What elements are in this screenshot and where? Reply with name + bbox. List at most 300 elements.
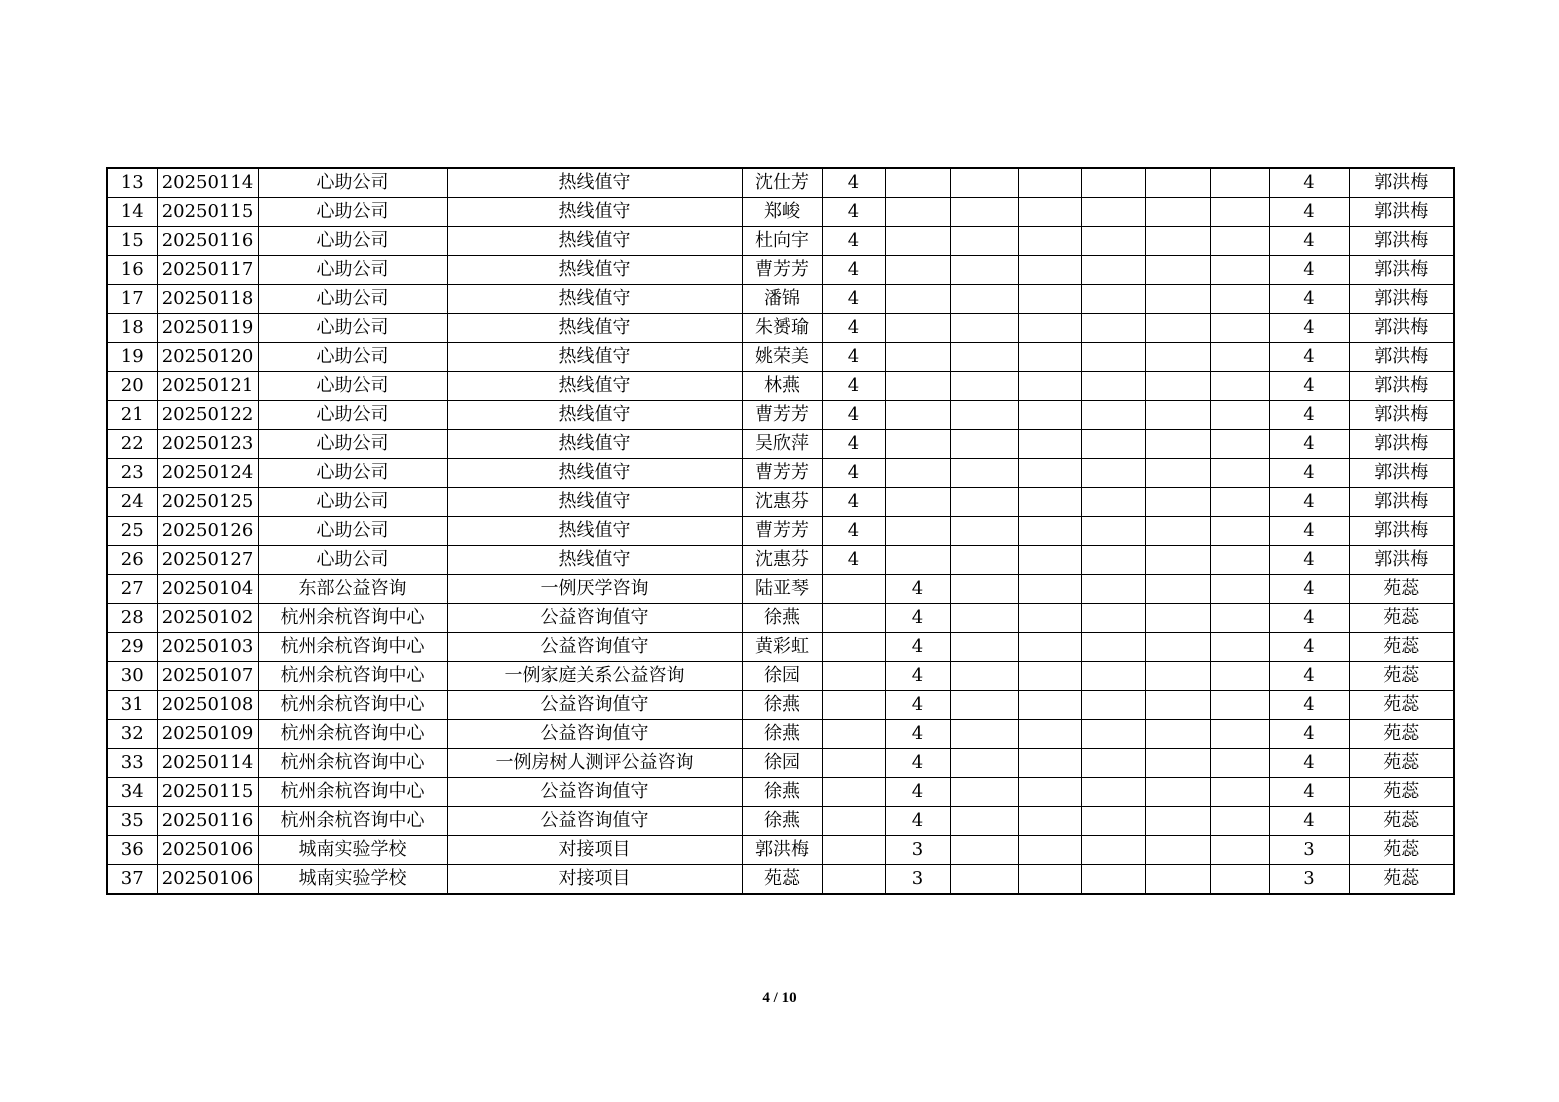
cell-hours-a [822, 836, 885, 865]
cell-person: 徐燕 [742, 807, 822, 836]
cell-col-10 [1081, 778, 1145, 807]
cell-organization: 杭州余杭咨询中心 [258, 604, 447, 633]
cell-activity: 热线值守 [447, 401, 742, 430]
cell-col-8 [950, 227, 1018, 256]
cell-activity: 热线值守 [447, 285, 742, 314]
cell-date: 20250114 [157, 168, 258, 198]
cell-hours-b [885, 343, 950, 372]
cell-col-9 [1018, 401, 1081, 430]
cell-activity: 热线值守 [447, 517, 742, 546]
cell-total-hours: 4 [1269, 778, 1349, 807]
cell-col-12 [1210, 575, 1269, 604]
cell-col-8 [950, 836, 1018, 865]
cell-organization: 杭州余杭咨询中心 [258, 633, 447, 662]
records-table [106, 167, 1455, 895]
cell-index: 23 [107, 459, 157, 488]
cell-person: 姚荣美 [742, 343, 822, 372]
cell-organization: 城南实验学校 [258, 865, 447, 895]
cell-col-8 [950, 807, 1018, 836]
cell-person: 徐园 [742, 749, 822, 778]
cell-col-12 [1210, 604, 1269, 633]
cell-col-12 [1210, 285, 1269, 314]
cell-col-9 [1018, 430, 1081, 459]
cell-col-12 [1210, 633, 1269, 662]
cell-reviewer: 郭洪梅 [1349, 256, 1454, 285]
cell-person: 曹芳芳 [742, 517, 822, 546]
table-row [107, 314, 1454, 343]
cell-organization: 心助公司 [258, 168, 447, 198]
cell-total-hours: 3 [1269, 865, 1349, 895]
cell-organization: 心助公司 [258, 256, 447, 285]
cell-col-9 [1018, 198, 1081, 227]
cell-col-10 [1081, 575, 1145, 604]
cell-col-8 [950, 285, 1018, 314]
cell-col-9 [1018, 546, 1081, 575]
cell-total-hours: 4 [1269, 285, 1349, 314]
cell-total-hours: 4 [1269, 662, 1349, 691]
cell-hours-b [885, 372, 950, 401]
cell-person: 徐燕 [742, 720, 822, 749]
cell-organization: 杭州余杭咨询中心 [258, 662, 447, 691]
table-row [107, 865, 1454, 895]
cell-hours-b [885, 168, 950, 198]
cell-index: 18 [107, 314, 157, 343]
cell-activity: 热线值守 [447, 227, 742, 256]
cell-col-12 [1210, 343, 1269, 372]
cell-activity: 一例家庭关系公益咨询 [447, 662, 742, 691]
cell-col-10 [1081, 372, 1145, 401]
cell-reviewer: 苑蕊 [1349, 836, 1454, 865]
table-row [107, 778, 1454, 807]
cell-hours-a [822, 691, 885, 720]
cell-activity: 公益咨询值守 [447, 633, 742, 662]
cell-col-9 [1018, 836, 1081, 865]
cell-reviewer: 郭洪梅 [1349, 198, 1454, 227]
cell-date: 20250106 [157, 836, 258, 865]
cell-reviewer: 郭洪梅 [1349, 517, 1454, 546]
cell-organization: 心助公司 [258, 401, 447, 430]
cell-activity: 热线值守 [447, 430, 742, 459]
cell-col-9 [1018, 778, 1081, 807]
cell-activity: 一例厌学咨询 [447, 575, 742, 604]
cell-index: 34 [107, 778, 157, 807]
cell-col-12 [1210, 227, 1269, 256]
cell-col-9 [1018, 488, 1081, 517]
cell-col-11 [1145, 807, 1210, 836]
cell-col-12 [1210, 256, 1269, 285]
cell-person: 沈惠芬 [742, 488, 822, 517]
cell-col-9 [1018, 662, 1081, 691]
cell-col-11 [1145, 372, 1210, 401]
cell-person: 郑峻 [742, 198, 822, 227]
cell-col-11 [1145, 343, 1210, 372]
cell-index: 20 [107, 372, 157, 401]
cell-organization: 杭州余杭咨询中心 [258, 691, 447, 720]
cell-activity: 热线值守 [447, 459, 742, 488]
cell-hours-b [885, 459, 950, 488]
cell-total-hours: 4 [1269, 401, 1349, 430]
cell-col-11 [1145, 778, 1210, 807]
cell-hours-a: 4 [822, 401, 885, 430]
cell-hours-b: 4 [885, 720, 950, 749]
cell-hours-b: 4 [885, 604, 950, 633]
cell-date: 20250106 [157, 865, 258, 895]
cell-col-11 [1145, 285, 1210, 314]
cell-date: 20250103 [157, 633, 258, 662]
cell-col-10 [1081, 517, 1145, 546]
cell-hours-a [822, 633, 885, 662]
cell-col-11 [1145, 546, 1210, 575]
cell-col-9 [1018, 459, 1081, 488]
cell-col-12 [1210, 401, 1269, 430]
cell-col-12 [1210, 865, 1269, 895]
cell-index: 27 [107, 575, 157, 604]
cell-col-11 [1145, 459, 1210, 488]
cell-date: 20250116 [157, 807, 258, 836]
cell-col-10 [1081, 546, 1145, 575]
cell-hours-a: 4 [822, 285, 885, 314]
table-row [107, 256, 1454, 285]
cell-col-8 [950, 546, 1018, 575]
cell-activity: 热线值守 [447, 372, 742, 401]
table-row [107, 227, 1454, 256]
cell-total-hours: 4 [1269, 807, 1349, 836]
cell-hours-a: 4 [822, 168, 885, 198]
cell-index: 33 [107, 749, 157, 778]
cell-col-11 [1145, 575, 1210, 604]
cell-hours-a: 4 [822, 546, 885, 575]
cell-hours-b [885, 546, 950, 575]
cell-date: 20250125 [157, 488, 258, 517]
cell-reviewer: 苑蕊 [1349, 691, 1454, 720]
cell-activity: 热线值守 [447, 314, 742, 343]
cell-hours-b [885, 314, 950, 343]
cell-col-8 [950, 604, 1018, 633]
cell-hours-b [885, 430, 950, 459]
cell-hours-b [885, 256, 950, 285]
cell-col-10 [1081, 604, 1145, 633]
cell-hours-a: 4 [822, 430, 885, 459]
cell-col-9 [1018, 517, 1081, 546]
cell-reviewer: 郭洪梅 [1349, 430, 1454, 459]
cell-col-8 [950, 633, 1018, 662]
cell-col-9 [1018, 720, 1081, 749]
cell-date: 20250118 [157, 285, 258, 314]
cell-col-8 [950, 256, 1018, 285]
cell-total-hours: 4 [1269, 488, 1349, 517]
cell-col-10 [1081, 459, 1145, 488]
cell-col-11 [1145, 401, 1210, 430]
cell-person: 潘锦 [742, 285, 822, 314]
cell-col-8 [950, 691, 1018, 720]
cell-total-hours: 4 [1269, 168, 1349, 198]
cell-reviewer: 郭洪梅 [1349, 488, 1454, 517]
cell-col-8 [950, 517, 1018, 546]
cell-activity: 热线值守 [447, 488, 742, 517]
cell-hours-a: 4 [822, 314, 885, 343]
cell-col-8 [950, 372, 1018, 401]
cell-date: 20250119 [157, 314, 258, 343]
cell-col-9 [1018, 691, 1081, 720]
cell-reviewer: 郭洪梅 [1349, 314, 1454, 343]
cell-reviewer: 郭洪梅 [1349, 285, 1454, 314]
cell-person: 曹芳芳 [742, 459, 822, 488]
cell-col-11 [1145, 604, 1210, 633]
cell-col-8 [950, 314, 1018, 343]
cell-col-11 [1145, 198, 1210, 227]
cell-date: 20250107 [157, 662, 258, 691]
cell-date: 20250114 [157, 749, 258, 778]
cell-total-hours: 4 [1269, 314, 1349, 343]
cell-col-8 [950, 749, 1018, 778]
cell-person: 吴欣萍 [742, 430, 822, 459]
cell-person: 陆亚琴 [742, 575, 822, 604]
table-row [107, 285, 1454, 314]
cell-hours-a [822, 662, 885, 691]
cell-col-12 [1210, 807, 1269, 836]
cell-col-9 [1018, 372, 1081, 401]
cell-date: 20250127 [157, 546, 258, 575]
cell-person: 沈仕芳 [742, 168, 822, 198]
cell-col-10 [1081, 488, 1145, 517]
cell-date: 20250108 [157, 691, 258, 720]
cell-index: 16 [107, 256, 157, 285]
cell-col-8 [950, 662, 1018, 691]
cell-organization: 心助公司 [258, 488, 447, 517]
cell-col-12 [1210, 546, 1269, 575]
cell-hours-a: 4 [822, 343, 885, 372]
cell-col-9 [1018, 575, 1081, 604]
cell-reviewer: 郭洪梅 [1349, 227, 1454, 256]
cell-col-10 [1081, 720, 1145, 749]
cell-reviewer: 郭洪梅 [1349, 372, 1454, 401]
table-row [107, 488, 1454, 517]
table-row [107, 430, 1454, 459]
cell-reviewer: 苑蕊 [1349, 720, 1454, 749]
cell-col-9 [1018, 633, 1081, 662]
cell-organization: 杭州余杭咨询中心 [258, 807, 447, 836]
cell-person: 曹芳芳 [742, 401, 822, 430]
cell-date: 20250102 [157, 604, 258, 633]
cell-col-10 [1081, 749, 1145, 778]
cell-organization: 心助公司 [258, 372, 447, 401]
cell-index: 31 [107, 691, 157, 720]
cell-hours-b: 4 [885, 749, 950, 778]
cell-col-11 [1145, 749, 1210, 778]
cell-reviewer: 苑蕊 [1349, 807, 1454, 836]
cell-organization: 杭州余杭咨询中心 [258, 720, 447, 749]
cell-col-12 [1210, 168, 1269, 198]
cell-total-hours: 4 [1269, 546, 1349, 575]
cell-hours-b: 4 [885, 633, 950, 662]
table-row [107, 546, 1454, 575]
cell-index: 19 [107, 343, 157, 372]
cell-activity: 热线值守 [447, 168, 742, 198]
cell-index: 25 [107, 517, 157, 546]
cell-col-12 [1210, 459, 1269, 488]
cell-col-8 [950, 430, 1018, 459]
cell-activity: 公益咨询值守 [447, 778, 742, 807]
cell-col-10 [1081, 662, 1145, 691]
cell-hours-b: 4 [885, 691, 950, 720]
cell-date: 20250104 [157, 575, 258, 604]
cell-hours-a [822, 865, 885, 895]
cell-hours-a: 4 [822, 256, 885, 285]
cell-date: 20250117 [157, 256, 258, 285]
cell-col-10 [1081, 285, 1145, 314]
cell-hours-a [822, 749, 885, 778]
cell-reviewer: 苑蕊 [1349, 749, 1454, 778]
cell-col-11 [1145, 691, 1210, 720]
cell-col-8 [950, 343, 1018, 372]
cell-index: 24 [107, 488, 157, 517]
cell-reviewer: 郭洪梅 [1349, 546, 1454, 575]
cell-date: 20250123 [157, 430, 258, 459]
cell-hours-b [885, 517, 950, 546]
cell-organization: 心助公司 [258, 227, 447, 256]
cell-hours-a: 4 [822, 517, 885, 546]
cell-col-10 [1081, 865, 1145, 895]
cell-index: 35 [107, 807, 157, 836]
cell-hours-b: 4 [885, 662, 950, 691]
cell-col-10 [1081, 401, 1145, 430]
cell-organization: 心助公司 [258, 430, 447, 459]
cell-reviewer: 苑蕊 [1349, 865, 1454, 895]
cell-hours-b: 4 [885, 778, 950, 807]
cell-col-10 [1081, 256, 1145, 285]
cell-date: 20250120 [157, 343, 258, 372]
cell-index: 30 [107, 662, 157, 691]
cell-col-8 [950, 575, 1018, 604]
cell-total-hours: 4 [1269, 343, 1349, 372]
cell-col-10 [1081, 807, 1145, 836]
cell-person: 林燕 [742, 372, 822, 401]
cell-hours-a: 4 [822, 372, 885, 401]
cell-person: 郭洪梅 [742, 836, 822, 865]
cell-col-9 [1018, 285, 1081, 314]
cell-reviewer: 苑蕊 [1349, 778, 1454, 807]
cell-reviewer: 郭洪梅 [1349, 401, 1454, 430]
cell-hours-b: 4 [885, 575, 950, 604]
cell-hours-b: 3 [885, 865, 950, 895]
cell-col-11 [1145, 227, 1210, 256]
cell-person: 杜向宇 [742, 227, 822, 256]
cell-col-10 [1081, 314, 1145, 343]
table-row [107, 807, 1454, 836]
cell-col-9 [1018, 749, 1081, 778]
cell-hours-a [822, 604, 885, 633]
cell-date: 20250116 [157, 227, 258, 256]
table-row [107, 575, 1454, 604]
cell-hours-a [822, 807, 885, 836]
cell-total-hours: 4 [1269, 198, 1349, 227]
cell-index: 32 [107, 720, 157, 749]
cell-hours-a: 4 [822, 227, 885, 256]
cell-hours-b [885, 488, 950, 517]
table-row [107, 459, 1454, 488]
cell-total-hours: 4 [1269, 372, 1349, 401]
cell-reviewer: 郭洪梅 [1349, 343, 1454, 372]
cell-col-9 [1018, 807, 1081, 836]
cell-organization: 心助公司 [258, 285, 447, 314]
cell-organization: 心助公司 [258, 198, 447, 227]
cell-total-hours: 4 [1269, 691, 1349, 720]
cell-col-8 [950, 168, 1018, 198]
cell-total-hours: 4 [1269, 749, 1349, 778]
cell-hours-b: 3 [885, 836, 950, 865]
cell-col-10 [1081, 343, 1145, 372]
table-row [107, 691, 1454, 720]
cell-col-9 [1018, 168, 1081, 198]
cell-index: 13 [107, 168, 157, 198]
cell-index: 36 [107, 836, 157, 865]
cell-col-8 [950, 778, 1018, 807]
table-row [107, 372, 1454, 401]
cell-col-11 [1145, 168, 1210, 198]
cell-activity: 公益咨询值守 [447, 807, 742, 836]
cell-date: 20250115 [157, 778, 258, 807]
cell-total-hours: 3 [1269, 836, 1349, 865]
cell-person: 徐园 [742, 662, 822, 691]
table-row [107, 836, 1454, 865]
table-row [107, 662, 1454, 691]
page-number: 4 / 10 [762, 990, 797, 1006]
cell-date: 20250109 [157, 720, 258, 749]
cell-index: 22 [107, 430, 157, 459]
cell-activity: 公益咨询值守 [447, 691, 742, 720]
cell-person: 苑蕊 [742, 865, 822, 895]
cell-index: 15 [107, 227, 157, 256]
cell-col-8 [950, 865, 1018, 895]
cell-col-9 [1018, 343, 1081, 372]
table-row [107, 401, 1454, 430]
cell-total-hours: 4 [1269, 633, 1349, 662]
cell-reviewer: 苑蕊 [1349, 633, 1454, 662]
cell-organization: 心助公司 [258, 459, 447, 488]
cell-total-hours: 4 [1269, 575, 1349, 604]
cell-index: 14 [107, 198, 157, 227]
cell-col-12 [1210, 430, 1269, 459]
cell-col-12 [1210, 749, 1269, 778]
cell-organization: 城南实验学校 [258, 836, 447, 865]
cell-hours-a [822, 778, 885, 807]
cell-total-hours: 4 [1269, 227, 1349, 256]
cell-col-10 [1081, 691, 1145, 720]
table-row [107, 604, 1454, 633]
cell-col-12 [1210, 372, 1269, 401]
cell-col-10 [1081, 430, 1145, 459]
cell-total-hours: 4 [1269, 256, 1349, 285]
cell-col-11 [1145, 517, 1210, 546]
cell-total-hours: 4 [1269, 720, 1349, 749]
cell-person: 黄彩虹 [742, 633, 822, 662]
cell-col-9 [1018, 604, 1081, 633]
cell-hours-a [822, 720, 885, 749]
cell-col-8 [950, 401, 1018, 430]
cell-organization: 杭州余杭咨询中心 [258, 778, 447, 807]
cell-organization: 心助公司 [258, 314, 447, 343]
cell-person: 徐燕 [742, 778, 822, 807]
cell-organization: 东部公益咨询 [258, 575, 447, 604]
cell-date: 20250121 [157, 372, 258, 401]
cell-activity: 对接项目 [447, 836, 742, 865]
cell-col-12 [1210, 517, 1269, 546]
cell-activity: 热线值守 [447, 343, 742, 372]
cell-total-hours: 4 [1269, 459, 1349, 488]
cell-col-12 [1210, 720, 1269, 749]
table-row [107, 168, 1454, 198]
cell-col-10 [1081, 198, 1145, 227]
